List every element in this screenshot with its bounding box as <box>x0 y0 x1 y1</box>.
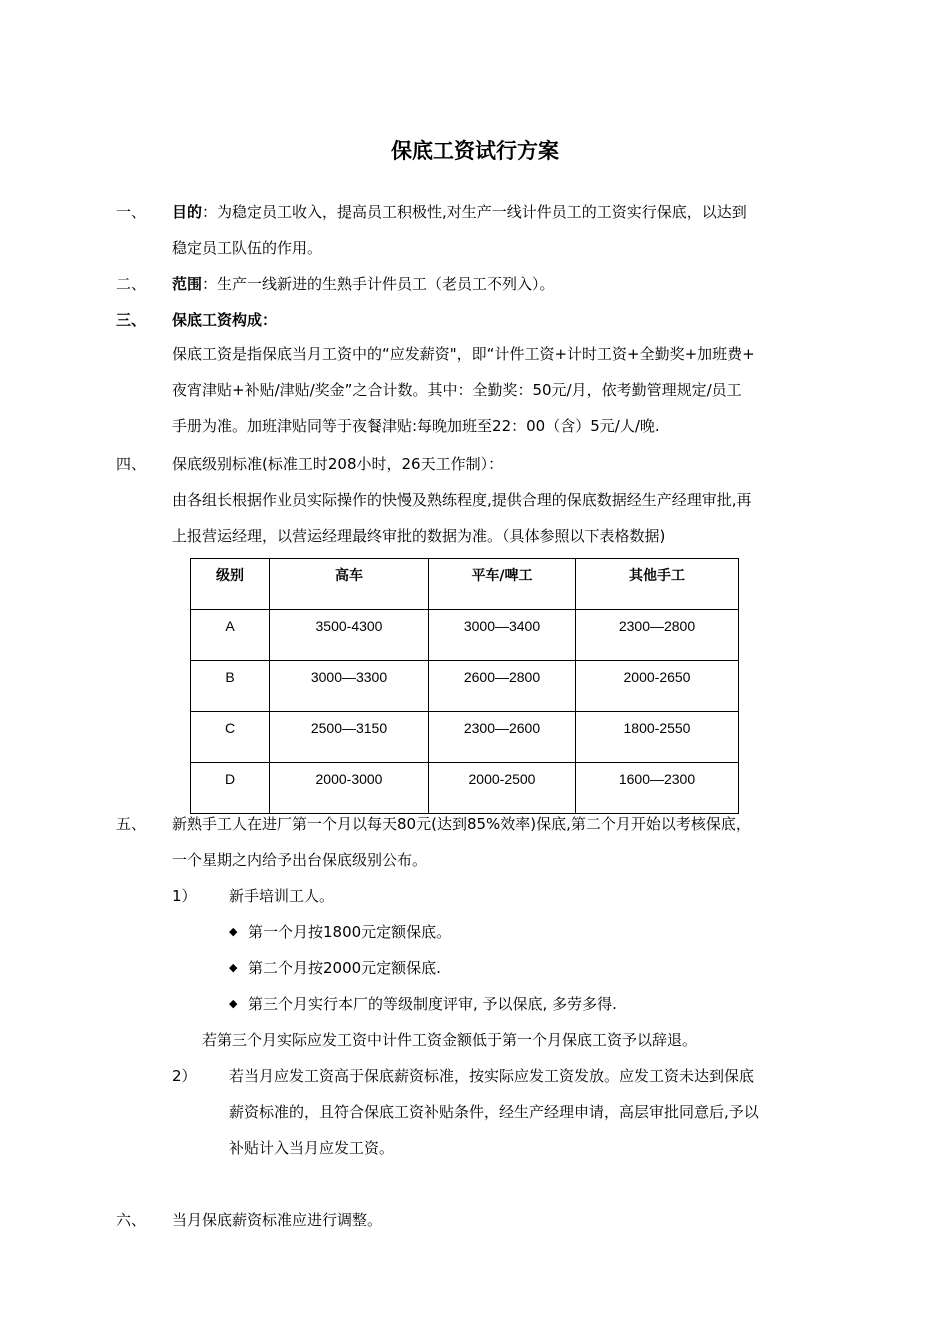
sub-2-line-3: 补贴计入当月应发工资。 <box>229 1139 395 1157</box>
sub-2-number: 2） <box>172 1067 197 1085</box>
table-cell: 2300—2600 <box>429 712 576 763</box>
section-1-number: 一、 <box>116 203 147 221</box>
section-4-line-2: 由各组长根据作业员实际操作的快慢及熟练程度,提供合理的保底数据经生产经理审批,再 <box>172 491 752 509</box>
section-4-number: 四、 <box>116 455 147 473</box>
table-cell: 2000-3000 <box>270 763 429 814</box>
section-1-text: 为稳定员工收入，提高员工积极性,对生产一线计件员工的工资实行保底，以达到 <box>217 203 747 221</box>
section-5-line-1: 新熟手工人在进厂第一个月以每天80元(达到85%效率)保底,第二个月开始以考核保底， <box>172 815 751 833</box>
table-cell: 3000—3400 <box>429 610 576 661</box>
section-6-number: 六、 <box>116 1211 147 1229</box>
section-2-colon: ： <box>202 275 218 293</box>
section-4-line-1: 保底级别标准(标准工时208小时，26天工作制）： <box>172 455 504 473</box>
table-cell: 2500—3150 <box>270 712 429 763</box>
sub-1-note: 若第三个月实际应发工资中计件工资金额低于第一个月保底工资予以辞退。 <box>202 1031 698 1049</box>
section-5-number: 五、 <box>116 815 147 833</box>
table-cell: 2600—2800 <box>429 661 576 712</box>
grade-table <box>190 558 739 814</box>
section-6-line-1: 当月保底薪资标准应进行调整。 <box>172 1211 383 1229</box>
diamond-bullet-icon: ◆ <box>229 997 238 1010</box>
section-1-line-2: 稳定员工队伍的作用。 <box>172 239 323 257</box>
bullet-item-2: 第二个月按2000元定额保底. <box>248 959 441 977</box>
table-cell: C <box>191 712 270 763</box>
section-3-label: 保底工资构成： <box>172 311 278 329</box>
table-row <box>191 712 739 763</box>
table-row <box>191 610 739 661</box>
table-cell: 1800-2550 <box>576 712 739 763</box>
table-cell: 1600—2300 <box>576 763 739 814</box>
section-3-line-3: 手册为准。加班津贴同等于夜餐津贴:每晚加班至22：00（含）5元/人/晚. <box>172 417 660 435</box>
section-2-number: 二、 <box>116 275 147 293</box>
header-flat-car: 平车/啤工 <box>429 559 576 610</box>
table-cell: 3000—3300 <box>270 661 429 712</box>
section-2-text: 生产一线新进的生熟手计件员工（老员工不列入）。 <box>217 275 555 293</box>
header-high-car: 高车 <box>270 559 429 610</box>
table-row <box>191 763 739 814</box>
bullet-item-1: 第一个月按1800元定额保底。 <box>248 923 452 941</box>
section-3-number: 三、 <box>116 311 147 329</box>
sub-1-number: 1） <box>172 887 197 905</box>
sub-1-text: 新手培训工人。 <box>229 887 335 905</box>
section-3-line-2: 夜宵津贴+补贴/津贴/奖金”之合计数。其中：全勤奖：50元/月，依考勤管理规定/员工 <box>172 381 742 399</box>
header-grade: 级别 <box>191 559 270 610</box>
sub-2-line-2: 薪资标准的，且符合保底工资补贴条件，经生产经理申请，高层审批同意后,予以 <box>229 1103 759 1121</box>
diamond-bullet-icon: ◆ <box>229 961 238 974</box>
diamond-bullet-icon: ◆ <box>229 925 238 938</box>
table-cell: 2000-2650 <box>576 661 739 712</box>
section-1-label: 目的 <box>172 203 203 221</box>
table-header-row <box>191 559 739 610</box>
section-1-line-1 <box>172 202 747 222</box>
table-cell: A <box>191 610 270 661</box>
table-cell: 2300—2800 <box>576 610 739 661</box>
section-4-line-3: 上报营运经理，以营运经理最终审批的数据为准。（具体参照以下表格数据) <box>172 527 666 545</box>
section-2-label: 范围 <box>172 275 203 293</box>
header-other-manual: 其他手工 <box>576 559 739 610</box>
section-5-line-2: 一个星期之内给予出台保底级别公布。 <box>172 851 428 869</box>
document-title: 保底工资试行方案 <box>391 139 559 163</box>
sub-2-line-1: 若当月应发工资高于保底薪资标准，按实际应发工资发放。应发工资未达到保底 <box>229 1067 755 1085</box>
table-cell: B <box>191 661 270 712</box>
section-2-line-1 <box>172 274 555 294</box>
section-1-colon: ： <box>202 203 218 221</box>
table-cell: 3500-4300 <box>270 610 429 661</box>
bullet-item-3: 第三个月实行本厂的等级制度评审, 予以保底, 多劳多得. <box>248 995 617 1013</box>
table-cell: 2000-2500 <box>429 763 576 814</box>
table-cell: D <box>191 763 270 814</box>
section-3-line-1: 保底工资是指保底当月工资中的“应发薪资"，即“计件工资+计时工资+全勤奖+加班费+ <box>172 345 755 363</box>
table-row <box>191 661 739 712</box>
